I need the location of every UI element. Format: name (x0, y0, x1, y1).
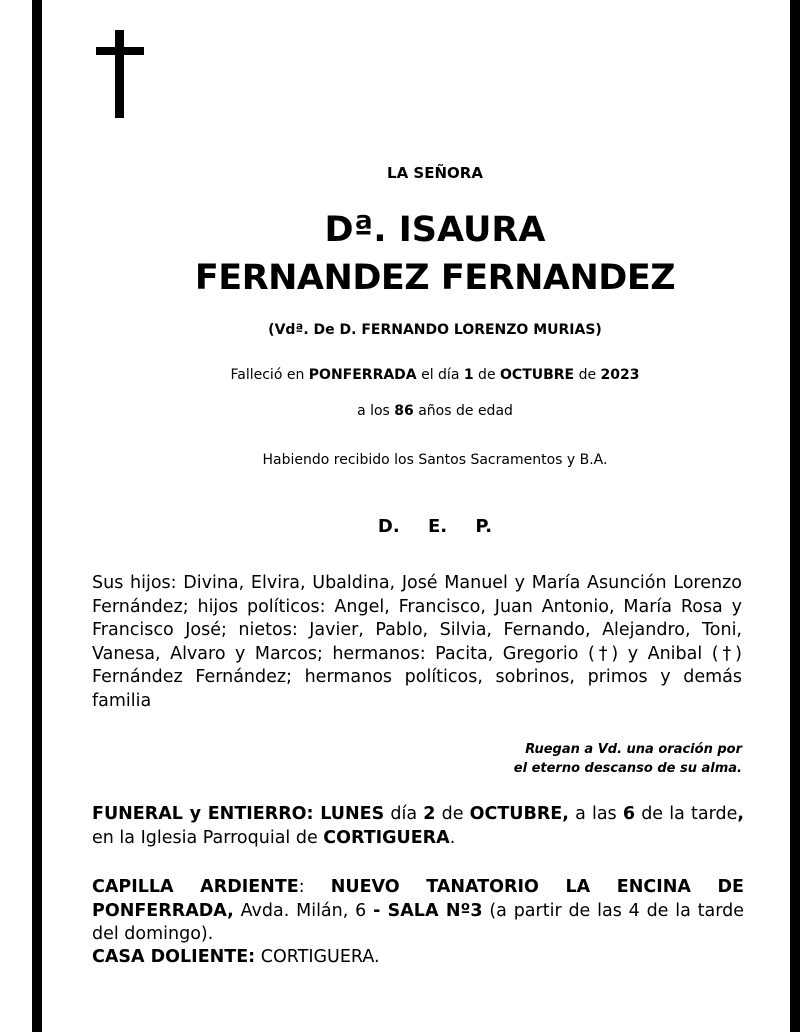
death-day: 1 (463, 367, 474, 383)
prayer-text: Ruegan a Vd. una oración por el eterno descanso de su alma. (513, 742, 742, 776)
right-border (790, 0, 800, 1032)
funeral-info: FUNERAL y ENTIERRO: LUNES día 2 de OCTUBRE, a las 6 de la tarde, en la Iglesia Parroquial de CORTIGUERA. (92, 804, 744, 848)
dep-text: D. E. P. (377, 516, 493, 537)
capilla-info: CAPILLA ARDIENTE: NUEVO TANATORIO LA ENCINA DE PONFERRADA, Avda. Milán, 6 - SALA Nº3 (a partir de las 4 de la tarde del domingo). (92, 877, 745, 944)
death-month: OCTUBRE (500, 367, 575, 383)
death-year: 2023 (600, 367, 640, 383)
family-text: Sus hijos: Divina, Elvira, Ubaldina, José Manuel y María Asunción Lorenzo Fernández; hijos políticos: Angel, Francisco, Juan Antonio, María Rosa y Francisco José; nietos: Javier, Pablo, Silvia, Fernando, Alejandro, Toni, Vanesa, Alvaro y Marcos; hermanos: Pacita, Gregorio (†) y Anibal (†) Fernández Fernández; hermanos políticos, sobrinos, primos y demás familia (92, 573, 742, 711)
left-border (32, 0, 42, 1032)
death-info: Falleció en PONFERRADA el día 1 de OCTUBRE de 2023 (230, 367, 640, 383)
deceased-name-line1: Dª. ISAURA (324, 210, 546, 250)
widow-of: (Vdª. De D. FERNANDO LORENZO MURIAS) (268, 322, 602, 338)
cross-icon (96, 30, 144, 118)
age-years: 86 (394, 403, 414, 419)
death-place: PONFERRADA (308, 367, 417, 383)
sacraments-text: Habiendo recibido los Santos Sacramentos y B.A. (262, 452, 608, 468)
deceased-name-line2: FERNANDEZ FERNANDEZ (194, 258, 676, 298)
age-info: a los 86 años de edad (357, 403, 513, 419)
page-title: LA SEÑORA (387, 164, 483, 182)
casa-info: CASA DOLIENTE: CORTIGUERA. (92, 947, 380, 967)
